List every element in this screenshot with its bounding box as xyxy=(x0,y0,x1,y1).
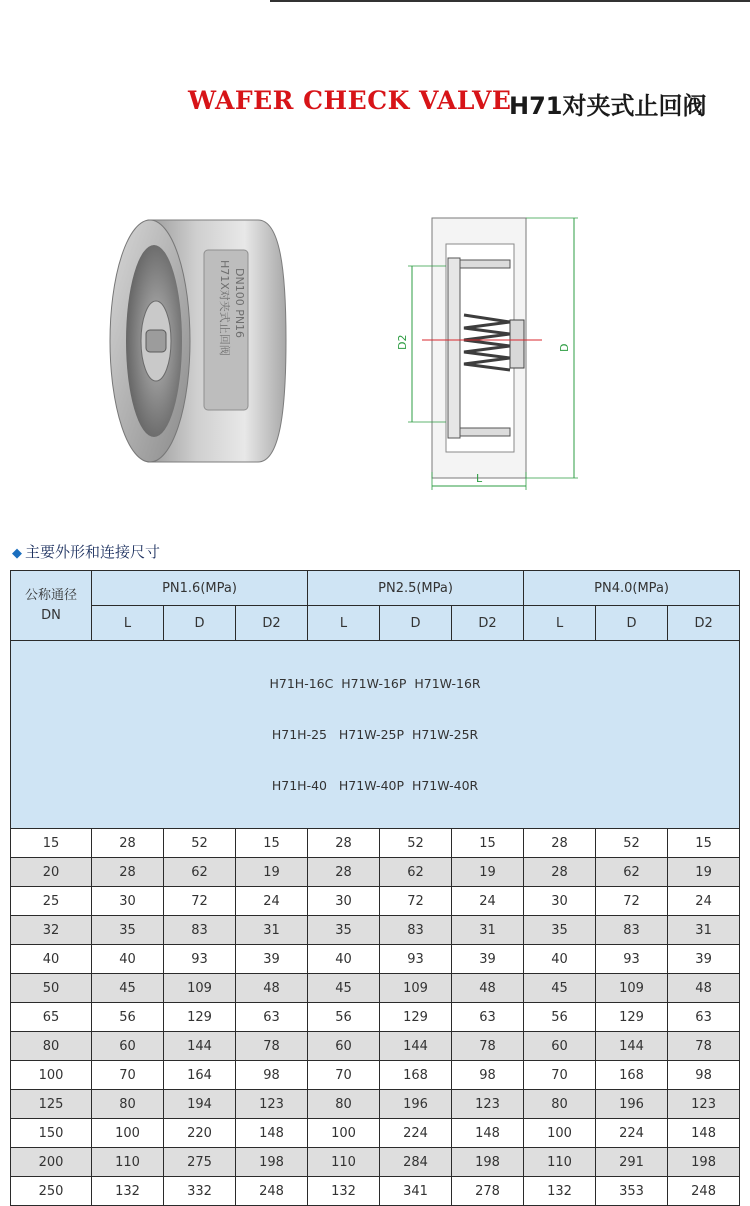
model-line-1: H71H-16C H71W-16P H71W-16R xyxy=(269,676,481,691)
table-row xyxy=(11,1061,740,1090)
dn-header-cell xyxy=(11,571,92,641)
value-cell: 52 xyxy=(380,829,452,858)
diamond-bullet-icon: ◆ xyxy=(12,546,22,561)
value-cell: 196 xyxy=(380,1090,452,1119)
table-row xyxy=(11,829,740,858)
value-cell: 19 xyxy=(668,858,740,887)
value-cell: 63 xyxy=(236,1003,308,1032)
value-cell: 40 xyxy=(308,945,380,974)
page-title xyxy=(0,84,750,124)
value-cell: 284 xyxy=(380,1148,452,1177)
valve-photo xyxy=(108,210,288,470)
table-row xyxy=(11,1090,740,1119)
table-row xyxy=(11,1032,740,1061)
drawing-disc-top xyxy=(460,260,510,268)
value-cell: 72 xyxy=(596,887,668,916)
value-cell: 168 xyxy=(596,1061,668,1090)
value-cell: 62 xyxy=(164,858,236,887)
value-cell: 198 xyxy=(668,1148,740,1177)
value-cell: 78 xyxy=(668,1032,740,1061)
table-header-row-groups xyxy=(11,571,740,606)
model-line-3: H71H-40 H71W-40P H71W-40R xyxy=(271,778,479,793)
value-cell: 45 xyxy=(308,974,380,1003)
value-cell: 93 xyxy=(596,945,668,974)
value-cell: 62 xyxy=(380,858,452,887)
value-cell: 35 xyxy=(524,916,596,945)
top-divider-line xyxy=(270,0,750,2)
value-cell: 100 xyxy=(92,1119,164,1148)
value-cell: 15 xyxy=(236,829,308,858)
section-heading xyxy=(12,541,160,562)
value-cell: 129 xyxy=(596,1003,668,1032)
value-cell: 148 xyxy=(668,1119,740,1148)
model-numbers-cell xyxy=(11,641,740,829)
sub-header-d2: D2 xyxy=(452,606,524,641)
value-cell: 100 xyxy=(524,1119,596,1148)
table-row xyxy=(11,1177,740,1206)
table-row xyxy=(11,1003,740,1032)
value-cell: 63 xyxy=(452,1003,524,1032)
value-cell: 28 xyxy=(524,858,596,887)
value-cell: 148 xyxy=(236,1119,308,1148)
value-cell: 129 xyxy=(164,1003,236,1032)
value-cell: 30 xyxy=(308,887,380,916)
value-cell: 24 xyxy=(668,887,740,916)
value-cell: 31 xyxy=(452,916,524,945)
value-cell: 45 xyxy=(524,974,596,1003)
dimension-table xyxy=(10,570,740,1206)
value-cell: 24 xyxy=(452,887,524,916)
value-cell: 28 xyxy=(92,829,164,858)
sub-header-d: D xyxy=(164,606,236,641)
value-cell: 220 xyxy=(164,1119,236,1148)
value-cell: 123 xyxy=(668,1090,740,1119)
value-cell: 39 xyxy=(668,945,740,974)
value-cell: 98 xyxy=(668,1061,740,1090)
value-cell: 332 xyxy=(164,1177,236,1206)
value-cell: 24 xyxy=(236,887,308,916)
value-cell: 80 xyxy=(308,1090,380,1119)
value-cell: 28 xyxy=(308,829,380,858)
value-cell: 70 xyxy=(92,1061,164,1090)
value-cell: 80 xyxy=(92,1090,164,1119)
value-cell: 72 xyxy=(380,887,452,916)
value-cell: 144 xyxy=(164,1032,236,1061)
value-cell: 80 xyxy=(524,1090,596,1119)
value-cell: 123 xyxy=(236,1090,308,1119)
value-cell: 60 xyxy=(524,1032,596,1061)
value-cell: 341 xyxy=(380,1177,452,1206)
value-cell: 224 xyxy=(596,1119,668,1148)
value-cell: 109 xyxy=(596,974,668,1003)
dn-cell: 40 xyxy=(11,945,92,974)
value-cell: 110 xyxy=(92,1148,164,1177)
dn-header-line1: 公称通径 xyxy=(24,587,77,603)
value-cell: 78 xyxy=(452,1032,524,1061)
value-cell: 31 xyxy=(236,916,308,945)
value-cell: 198 xyxy=(236,1148,308,1177)
value-cell: 196 xyxy=(596,1090,668,1119)
table-row xyxy=(11,974,740,1003)
embossed-text-size: DN100 PN16 xyxy=(233,268,246,339)
dim-label-l: L xyxy=(476,472,483,485)
value-cell: 52 xyxy=(164,829,236,858)
value-cell: 98 xyxy=(452,1061,524,1090)
value-cell: 28 xyxy=(308,858,380,887)
value-cell: 100 xyxy=(308,1119,380,1148)
value-cell: 35 xyxy=(308,916,380,945)
value-cell: 40 xyxy=(92,945,164,974)
value-cell: 15 xyxy=(452,829,524,858)
dn-cell: 15 xyxy=(11,829,92,858)
value-cell: 78 xyxy=(236,1032,308,1061)
value-cell: 39 xyxy=(236,945,308,974)
value-cell: 278 xyxy=(452,1177,524,1206)
dn-cell: 200 xyxy=(11,1148,92,1177)
dim-label-d2: D2 xyxy=(396,334,409,350)
value-cell: 93 xyxy=(380,945,452,974)
value-cell: 60 xyxy=(92,1032,164,1061)
group-header-pn25: PN2.5(MPa) xyxy=(308,571,524,606)
value-cell: 164 xyxy=(164,1061,236,1090)
valve-section-drawing xyxy=(392,210,592,492)
sub-header-l: L xyxy=(308,606,380,641)
value-cell: 40 xyxy=(524,945,596,974)
value-cell: 168 xyxy=(380,1061,452,1090)
value-cell: 275 xyxy=(164,1148,236,1177)
value-cell: 98 xyxy=(236,1061,308,1090)
value-cell: 144 xyxy=(596,1032,668,1061)
dn-cell: 150 xyxy=(11,1119,92,1148)
table-row xyxy=(11,887,740,916)
value-cell: 56 xyxy=(92,1003,164,1032)
value-cell: 62 xyxy=(596,858,668,887)
value-cell: 110 xyxy=(308,1148,380,1177)
table-row xyxy=(11,916,740,945)
value-cell: 291 xyxy=(596,1148,668,1177)
drawing-seat-left xyxy=(448,258,460,438)
value-cell: 109 xyxy=(380,974,452,1003)
dn-cell: 50 xyxy=(11,974,92,1003)
value-cell: 19 xyxy=(452,858,524,887)
dn-cell: 100 xyxy=(11,1061,92,1090)
table-row xyxy=(11,858,740,887)
value-cell: 56 xyxy=(524,1003,596,1032)
embossed-text-model: H71X对夹式止回阀 xyxy=(218,260,231,356)
value-cell: 224 xyxy=(380,1119,452,1148)
value-cell: 123 xyxy=(452,1090,524,1119)
value-cell: 132 xyxy=(308,1177,380,1206)
drawing-stem xyxy=(510,320,524,368)
value-cell: 70 xyxy=(524,1061,596,1090)
value-cell: 39 xyxy=(452,945,524,974)
value-cell: 83 xyxy=(164,916,236,945)
value-cell: 15 xyxy=(668,829,740,858)
value-cell: 63 xyxy=(668,1003,740,1032)
dn-cell: 80 xyxy=(11,1032,92,1061)
valve-hinge xyxy=(146,330,166,352)
value-cell: 194 xyxy=(164,1090,236,1119)
sub-header-l: L xyxy=(92,606,164,641)
group-header-pn40: PN4.0(MPa) xyxy=(524,571,740,606)
table-row xyxy=(11,1148,740,1177)
dn-cell: 32 xyxy=(11,916,92,945)
value-cell: 353 xyxy=(596,1177,668,1206)
table-header-row-sub xyxy=(11,606,740,641)
value-cell: 48 xyxy=(236,974,308,1003)
title-english: WAFER CHECK VALVE xyxy=(188,86,512,115)
value-cell: 48 xyxy=(452,974,524,1003)
table-row xyxy=(11,945,740,974)
value-cell: 148 xyxy=(452,1119,524,1148)
value-cell: 28 xyxy=(92,858,164,887)
value-cell: 132 xyxy=(524,1177,596,1206)
model-numbers-row xyxy=(11,641,740,829)
value-cell: 129 xyxy=(380,1003,452,1032)
value-cell: 83 xyxy=(596,916,668,945)
table-row xyxy=(11,1119,740,1148)
value-cell: 19 xyxy=(236,858,308,887)
value-cell: 31 xyxy=(668,916,740,945)
drawing-disc-bottom xyxy=(460,428,510,436)
value-cell: 132 xyxy=(92,1177,164,1206)
value-cell: 28 xyxy=(524,829,596,858)
value-cell: 83 xyxy=(380,916,452,945)
dn-cell: 125 xyxy=(11,1090,92,1119)
model-line-2: H71H-25 H71W-25P H71W-25R xyxy=(271,727,479,742)
sub-header-d2: D2 xyxy=(668,606,740,641)
value-cell: 52 xyxy=(596,829,668,858)
dn-cell: 25 xyxy=(11,887,92,916)
value-cell: 48 xyxy=(668,974,740,1003)
sub-header-l: L xyxy=(524,606,596,641)
dn-cell: 20 xyxy=(11,858,92,887)
value-cell: 30 xyxy=(92,887,164,916)
value-cell: 198 xyxy=(452,1148,524,1177)
value-cell: 72 xyxy=(164,887,236,916)
value-cell: 45 xyxy=(92,974,164,1003)
dn-cell: 65 xyxy=(11,1003,92,1032)
group-header-pn16: PN1.6(MPa) xyxy=(92,571,308,606)
value-cell: 144 xyxy=(380,1032,452,1061)
sub-header-d: D xyxy=(596,606,668,641)
value-cell: 35 xyxy=(92,916,164,945)
dn-cell: 250 xyxy=(11,1177,92,1206)
title-chinese: H71对夹式止回阀 xyxy=(509,92,707,120)
value-cell: 70 xyxy=(308,1061,380,1090)
value-cell: 109 xyxy=(164,974,236,1003)
value-cell: 56 xyxy=(308,1003,380,1032)
section-heading-text: 主要外形和连接尺寸 xyxy=(25,543,161,561)
value-cell: 93 xyxy=(164,945,236,974)
dim-label-d: D xyxy=(558,343,571,352)
value-cell: 110 xyxy=(524,1148,596,1177)
sub-header-d: D xyxy=(380,606,452,641)
value-cell: 30 xyxy=(524,887,596,916)
value-cell: 60 xyxy=(308,1032,380,1061)
value-cell: 248 xyxy=(668,1177,740,1206)
dn-header-line2: DN xyxy=(41,607,61,623)
value-cell: 248 xyxy=(236,1177,308,1206)
sub-header-d2: D2 xyxy=(236,606,308,641)
